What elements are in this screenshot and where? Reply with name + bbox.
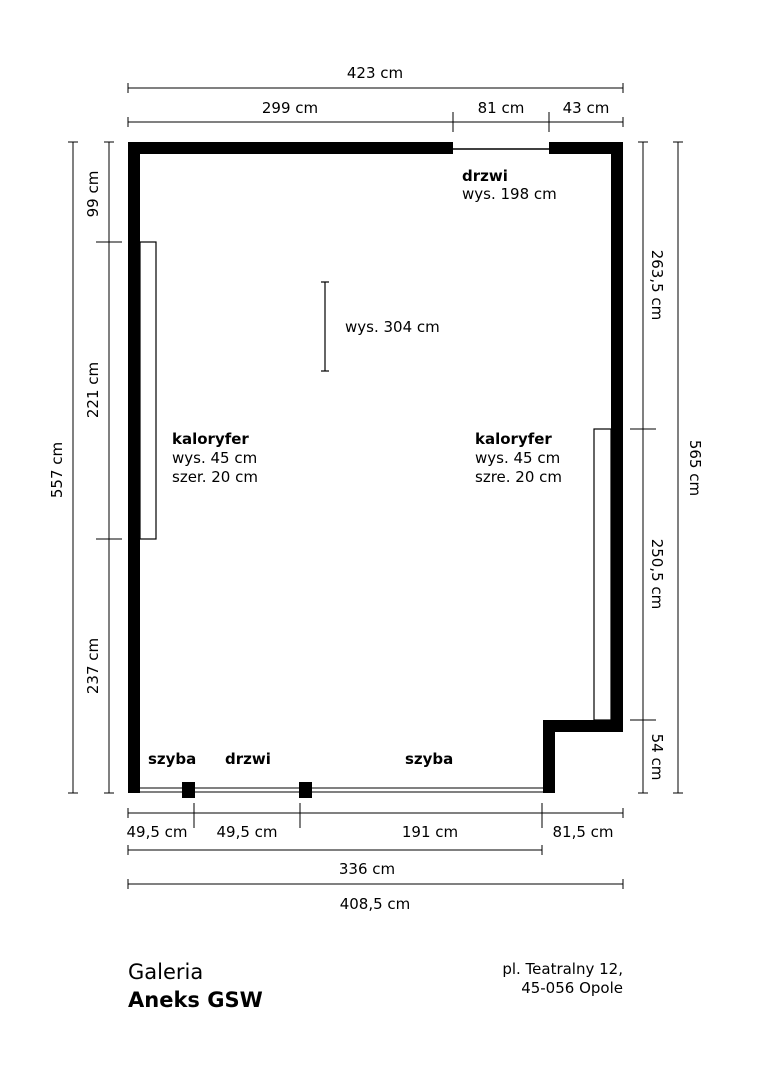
dim-left-seg-1: 99 cm — [84, 170, 102, 218]
bottom-glazing — [140, 788, 543, 792]
address — [502, 960, 623, 998]
radiator-right-height: wys. 45 cm — [475, 449, 561, 467]
gallery-name-line2: Aneks GSW — [128, 988, 263, 1012]
dim-right-seg-2: 250,5 cm — [648, 538, 666, 610]
door-post-right — [299, 782, 312, 798]
bottom-glass-right-label: szyba — [405, 750, 454, 768]
dim-bottom-total: 408,5 cm — [339, 895, 411, 913]
radiator-right-title: kaloryfer — [475, 430, 552, 448]
dim-right-seg-1: 263,5 cm — [648, 249, 666, 321]
radiator-right-width: szre. 20 cm — [475, 468, 563, 486]
wall-left — [128, 142, 140, 793]
radiator-left-height: wys. 45 cm — [172, 449, 258, 467]
wall-right — [611, 142, 623, 732]
dim-top-seg-3: 43 cm — [562, 99, 610, 117]
door-post-left — [182, 782, 195, 798]
room-height-marker — [321, 282, 329, 371]
radiator-left-title: kaloryfer — [172, 430, 249, 448]
top-door-height: wys. 198 cm — [462, 185, 557, 203]
radiator-left-shape — [140, 242, 156, 539]
radiator-right-shape — [594, 429, 611, 720]
dim-bottom-seg-3: 191 cm — [401, 823, 459, 841]
address-line-1: pl. Teatralny 12, — [502, 960, 623, 978]
dim-bottom-seg-2: 49,5 cm — [216, 823, 278, 841]
dim-left-seg-2: 221 cm — [84, 361, 102, 419]
dim-left-seg-3: 237 cm — [84, 637, 102, 695]
bottom-glass-left-label: szyba — [148, 750, 197, 768]
dim-right-total: 565 cm — [686, 439, 704, 497]
dim-right-seg-3: 54 cm — [648, 733, 666, 781]
radiator-left-width: szer. 20 cm — [172, 468, 258, 486]
room-height-label: wys. 304 cm — [345, 318, 440, 336]
dim-left-total: 557 cm — [48, 441, 66, 499]
dim-bottom-seg-1: 49,5 cm — [126, 823, 188, 841]
wall-step-vertical — [543, 720, 555, 793]
top-door-title: drzwi — [462, 167, 508, 185]
bottom-door-label: drzwi — [225, 750, 271, 768]
dimension-lines — [68, 83, 683, 889]
wall-top-left — [128, 142, 453, 154]
dim-top-seg-2: 81 cm — [477, 99, 525, 117]
dim-bottom-mid: 336 cm — [338, 860, 396, 878]
address-line-2: 45-056 Opole — [521, 979, 623, 997]
dim-top-seg-1: 299 cm — [261, 99, 319, 117]
gallery-name-line1: Galeria — [128, 960, 204, 984]
dim-top-total: 423 cm — [346, 64, 404, 82]
dim-bottom-seg-4: 81,5 cm — [552, 823, 614, 841]
